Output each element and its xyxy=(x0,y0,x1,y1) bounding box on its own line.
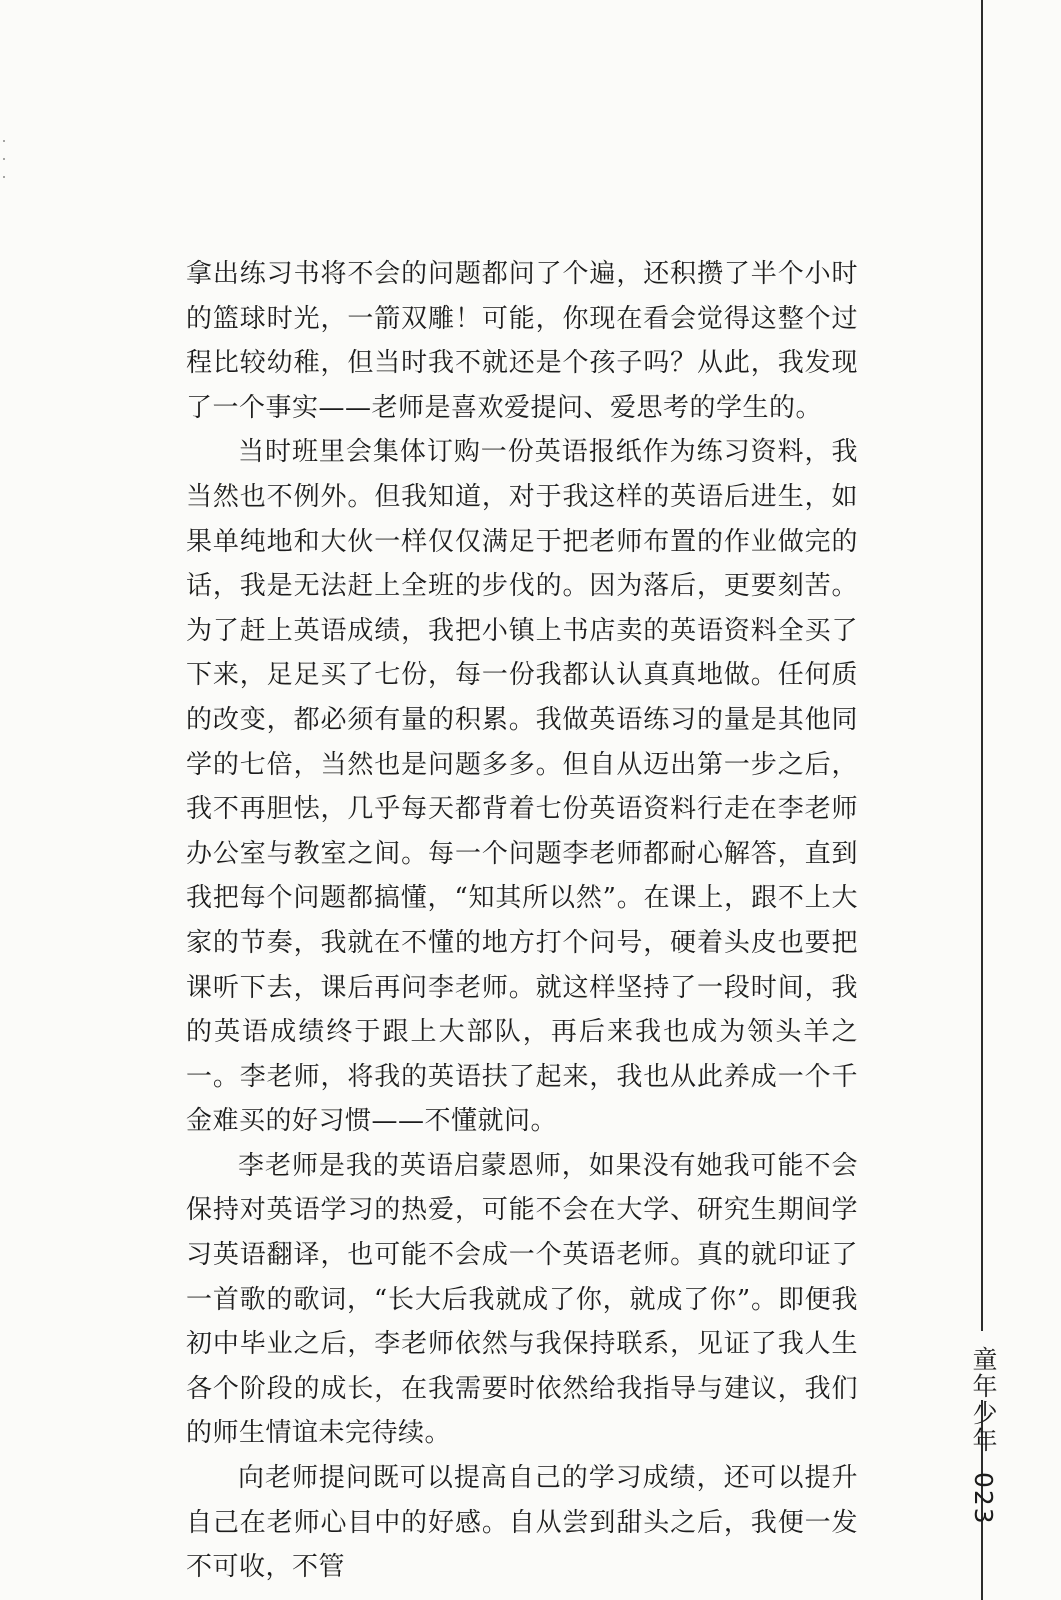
margin-rule xyxy=(981,0,983,1331)
paragraph-1: 拿出练习书将不会的问题都问了个遍，还积攒了半个小时的篮球时光，一箭双雕！可能，你现在看会觉得这整个过程比较幼稚，但当时我不就还是个孩子吗？从此，我发现了一个事实——老师是喜欢爱提问、爱思考的学生的。 xyxy=(186,259,858,423)
paragraph-4: 向老师提问既可以提高自己的学习成绩，还可以提升自己在老师心目中的好感。自从尝到甜头之后，我便一发不可收，不管 xyxy=(186,1463,858,1583)
scan-speck xyxy=(3,140,5,142)
paragraph-2: 当时班里会集体订购一份英语报纸作为练习资料，我当然也不例外。但我知道，对于我这样的英语后进生，如果单纯地和大伙一样仅仅满足于把老师布置的作业做完的话，我是无法赶上全班的步伐的。因为落后，更要刻苦。为了赶上英语成绩，我把小镇上书店卖的英语资料全买了下来，足足买了七份，每一份我都认认真真地做。任何质的改变，都必须有量的积累。我做英语练习的量是其他同学的七倍，当然也是问题多多。但自从迈出第一步之后，我不再胆怯，几乎每天都背着七份英语资料行走在李老师办公室与教室之间。每一个问题李老师都耐心解答，直到我把每个问题都搞懂，“知其所以然”。在课上，跟不上大家的节奏，我就在不懂的地方打个问号，硬着头皮也要把课听下去，课后再问李老师。就这样坚持了一段时间，我的英语成绩终于跟上大部队，再后来我也成为领头羊之一。李老师，将我的英语扶了起来，我也从此养成一个千金难买的好习惯——不懂就问。 xyxy=(186,437,858,1137)
body-text xyxy=(186,252,858,1590)
scan-speck xyxy=(3,158,5,160)
scan-speck xyxy=(3,176,5,178)
chapter-title: 童年少年 xyxy=(969,1346,998,1454)
paragraph-3: 李老师是我的英语启蒙恩师，如果没有她我可能不会保持对英语学习的热爱，可能不会在大学、研究生期间学习英语翻译，也可能不会成一个英语老师。真的就印证了一首歌的歌词，“长大后我就成了你，就成了你”。即便我初中毕业之后，李老师依然与我保持联系，见证了我人生各个阶段的成长，在我需要时依然给我指导与建议，我们的师生情谊未完待续。 xyxy=(186,1150,858,1449)
running-head xyxy=(963,1346,1001,1526)
page-number: 023 xyxy=(969,1471,998,1526)
